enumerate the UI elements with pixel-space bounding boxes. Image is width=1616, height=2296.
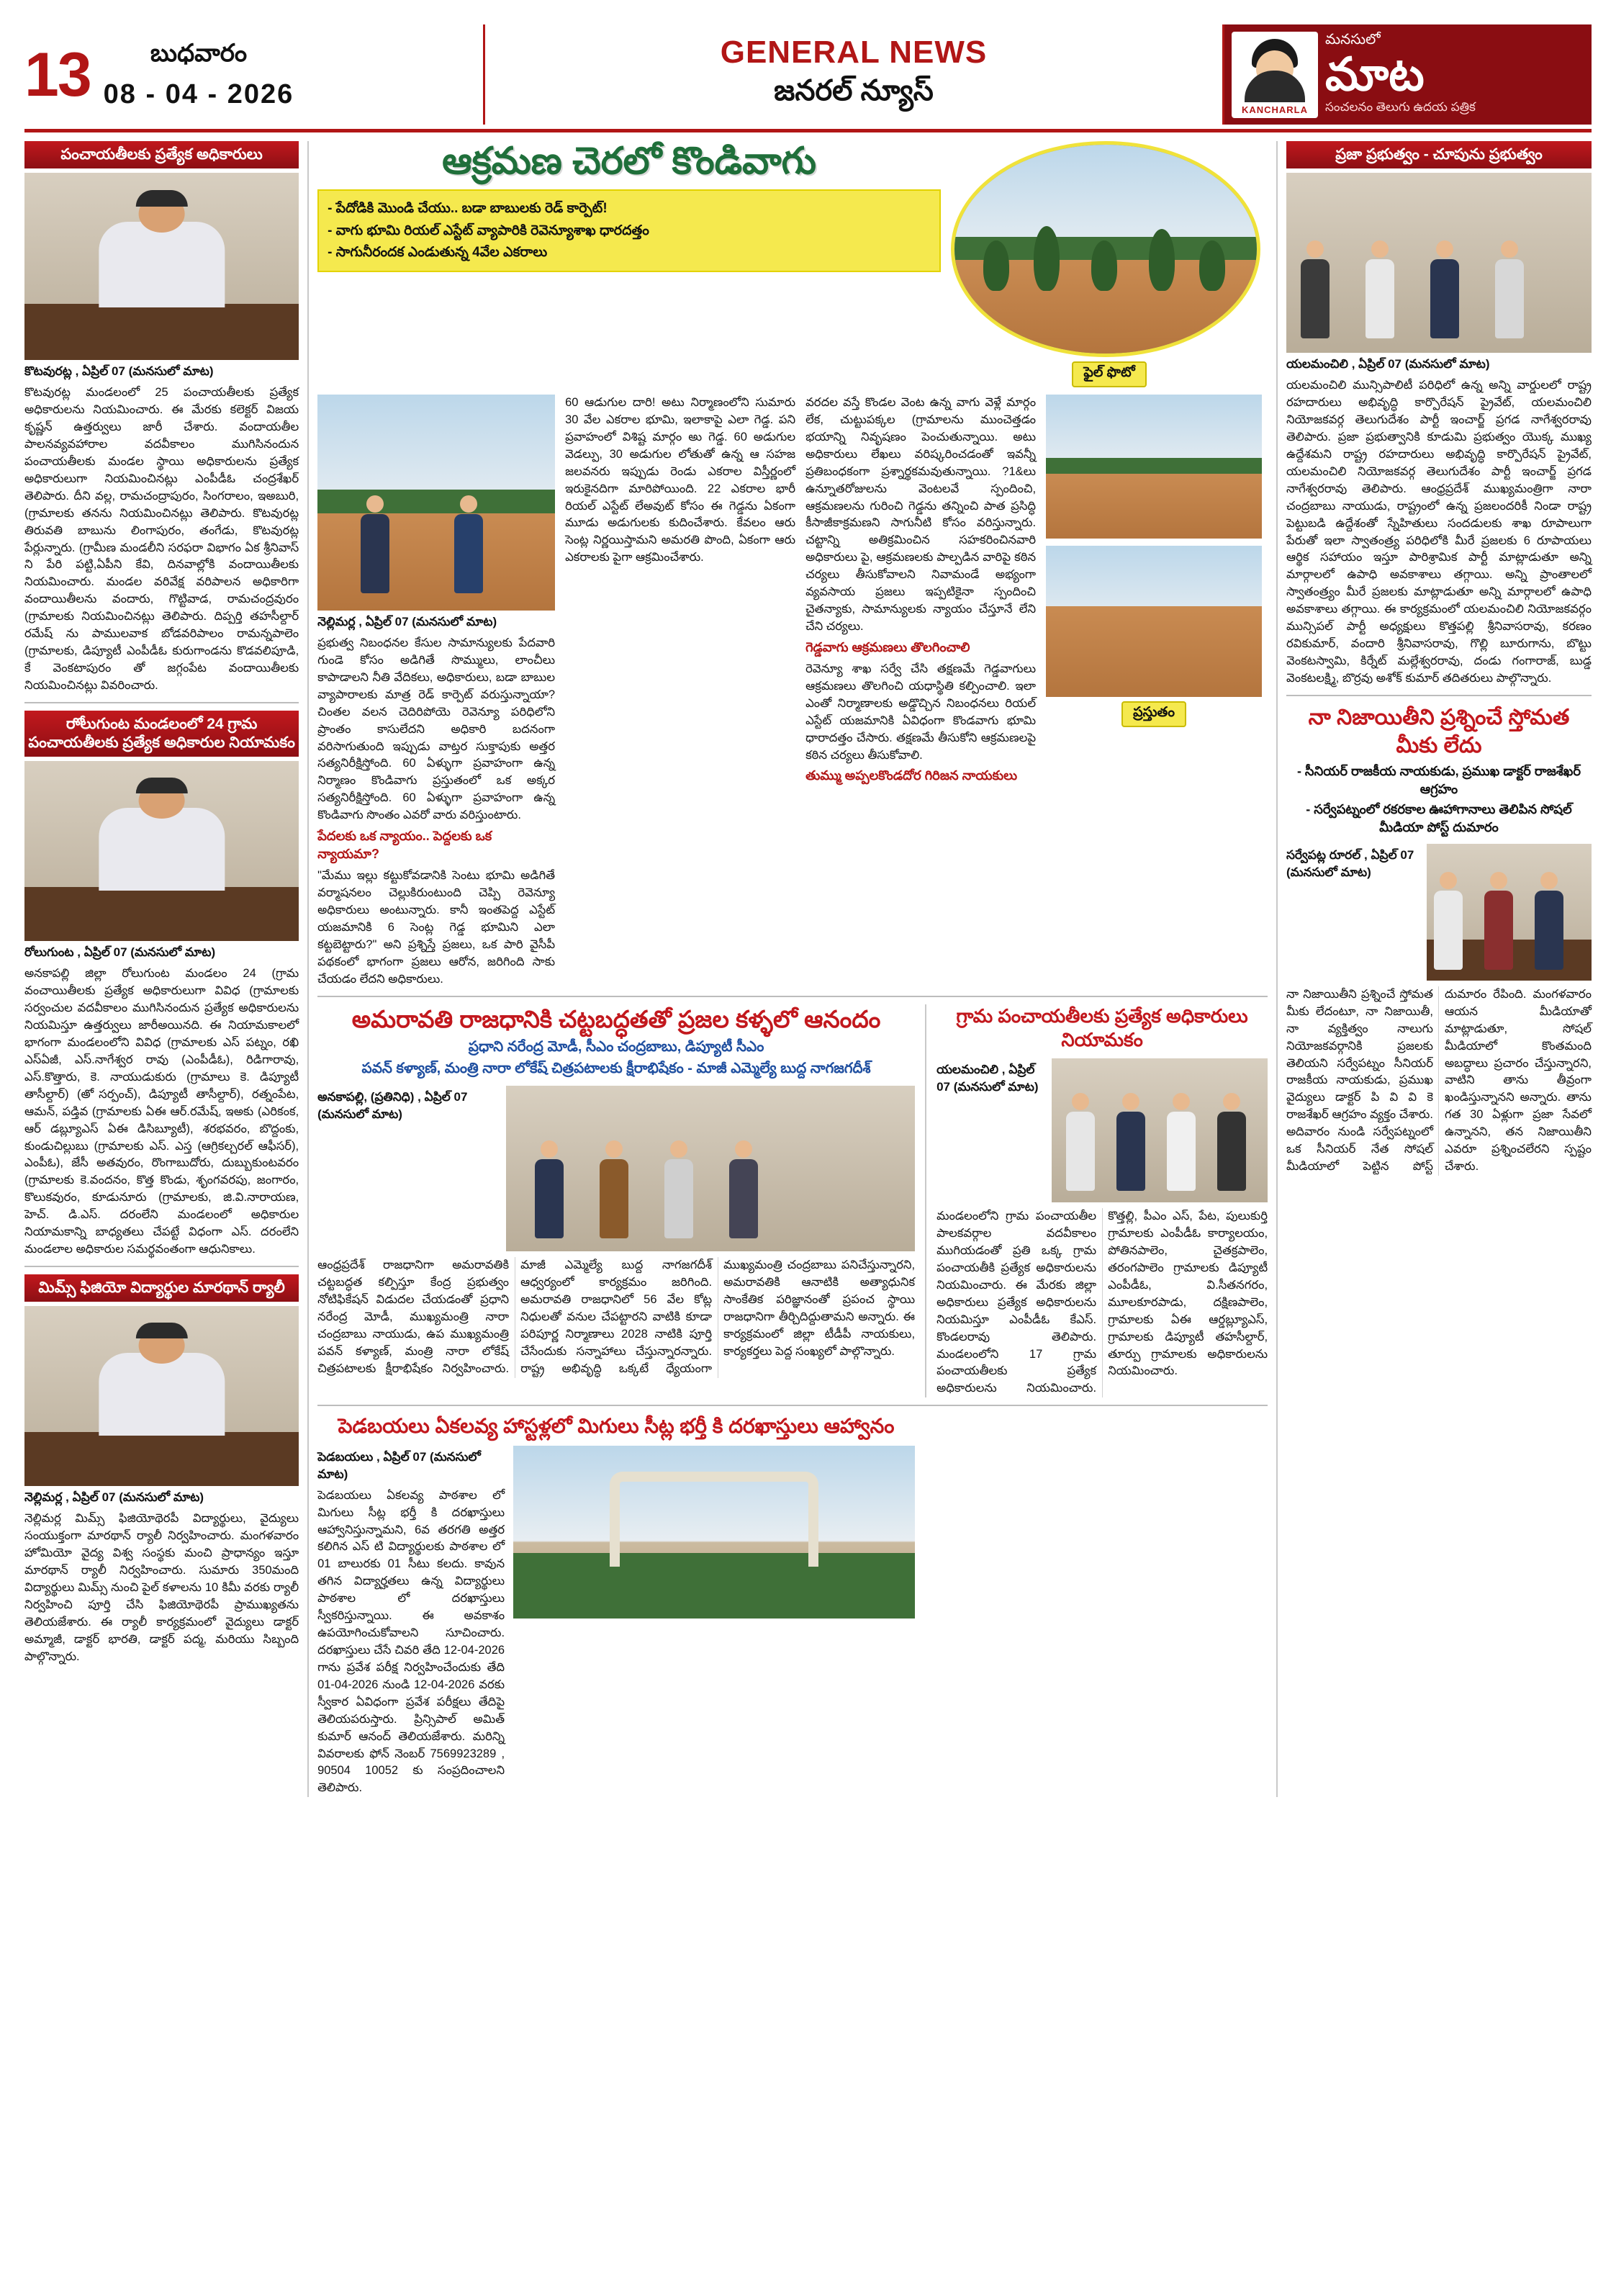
article-subhead-1: ప్రధాని నరేంద్ర మోడీ, సీఎం చంద్రబాబు, డిప్యూటీ సీఎం [468,1039,764,1055]
article-body: పెడబయలు ఏకలవ్య పాఠశాల లో మిగులు సీట్ల భర్తీ కి దరఖాస్తులు ఆహ్వానిస్తున్నామని, 6వ తరగతి అత్తర కలిగిన ఎస్ టి విద్యార్థులకు పాఠశాల లో 01 బాలురకు 01 సీటు కలదు. కావున తగిన విద్యార్హతలు ఉన్న విద్యార్థులు పాఠశాల లో దరఖాస్తులు స్వీకరిస్తున్నాయి. ఈ అవకాశం ఉపయోగించుకోవాలని సూచించారు. దరఖాస్తులు చేసే చివరి తేది 12-04-2026 గాను ప్రవేశ పరీక్ష నిర్వహించేందుకు తేది 01-04-2026 నుండి 12-04-2026 వరకు స్వీకార ఏవిధంగా ప్రవేశ పరీక్షలు తేదిపై తెలియపరుస్తారు. ప్రిన్సిపాల్ అమిత్ కుమార్ ఆనంద్ తెలియజేశారు. మరిన్ని వివరాలకు ఫోన్ నెంబర్ 7569923289 , 90504 10052 కు సంప్రదించాలని తెలిపారు. [317,1488,505,1795]
page-content [24,141,1592,1797]
article-praja-prabhutvam [1286,141,1592,688]
article-body: ఆంధ్రప్రదేశ్ రాజధానిగా అమరావతికి చట్టబద్ధత కల్పిస్తూ కేంద్ర ప్రభుత్వం నోటిఫికేషన్ విడుదల చేయడంతో ప్రధాని నరేంద్ర మోడీ, ముఖ్యమంత్రి నారా చంద్రబాబు నాయుడు, ఉప ముఖ్యమంత్రి పవన్ కళ్యాణ్, మంత్రి నారా లోకేష్ చిత్రపటాలకు క్షీరాభిషేకం నిర్వహించారు. మాజీ ఎమ్మెల్యే బుద్ద నాగజగదీశ్ ఆధ్వర్యంలో కార్యక్రమం జరిగింది. అమరావతి రాజధానిలో 56 వేల కోట్ల నిధులతో వనుల చేపట్టారని వాటికి కూడా పరిపూర్ణ నిర్మాణాలు 2028 నాటికి పూర్తి చేసేందుకు సన్నాహాలు చేస్తున్నారన్నారు. రాష్ట్ర అభివృద్ధి ఒక్కటే ధ్యేయంగా ముఖ్యమంత్రి చంద్రబాబు పనిచేస్తున్నారని, అమరావతికి ఆనాటికి అత్యాధునిక సాంకేతిక పరిజ్ఞానంతో ప్రపంచ స్థాయి రాజధానిగా తీర్చిదిద్దుతామని అన్నారు. ఈ కార్యక్రమంలో జిల్లా టీడీపీ నాయకులు, కార్యకర్తలు పెద్ద సంఖ్యలో పాల్గొన్నారు. [317,1259,916,1376]
article-physio-marathon [24,1274,299,1666]
article-byline: నెల్లిమర్ల , ఏప్రిల్ 07 (మనసులో మాట) [24,1490,204,1505]
divider [1286,695,1592,696]
article-headline: పంచాయతీలకు ప్రత్యేక అధికారులు [24,141,299,168]
logo-portrait-icon [1232,32,1318,118]
left-column [24,141,299,1797]
lead-bullet-2: - వాగు భూమి రియల్ ఎస్టేట్ వ్యాపారికి రెవెన్యూశాఖ ధారదత్తం [328,222,649,238]
article-body: అనకాపల్లి జిల్లా రోలుగుంట మండలం 24 (గ్రామ వంచాయితీలకు ప్రత్యేక అధికారులుగా వివిధ (గ్రామాలకు సర్వంచుల వదవీకాలం ముగిసినందున ప్రత్యేక అధికారులను నియమిస్తూ ఉత్తర్వులు జారీఅయినది. ఈ నియామకాలలో భాగంగా మండలంలోని వివిధ (గ్రామాలకు ఎస్ పట్నం, రఖి ఎస్ఏజీ, ఎస్.నాగేశ్వర రావు (ఎంపీడీఓ), రిడిగారావు, ఎస్.కొత్తారు, కె. నాయుడుకురు (గ్రామాలు కె. డిప్యూటీ తాసీల్దార్) (అో సర్పంచ్), డిప్యూటీ తాసీల్దార్), రత్నంపేట, ఆమన్, పడ్తివ (గ్రామాలకు ఏఈ ఆర్.రమేష్, ఇఅకు (ఎరికంక, ఆర్ డబ్ల్యూఎస్ ఏఈ డిసిబ్యూటీ), శరభవరం, బొద్దంకు, కుండుచిల్లుబు (గ్రామాలకు ఎస్. ఎస్త (ఆగ్రికల్చరల్ ఆఫీసర్), ఎంపీఓ), జేసీ అతవురం, రొంగాబుదోరు, దుబ్బుకుంటవరం (గ్రామాలకు కె.వందనం, కొత్త కొండు, శృంగవరపు, జంగారం, కొలుకవురం, కూడునూరు (గ్రామాలకు, జి.వి.నారాయణ, హెచ్. డి.ఎస్. దరంలేని మండలంలో అధికారుల నియామకాన్ని బాధ్యతలు చేపట్టే విధంగా ఎస్. దరంలేని మండలాల అధికారుల సమర్థవంతంగా ఆధునికాలు. [24,967,299,1256]
publication-logo [1224,24,1592,125]
officials-group-photo [1052,1058,1268,1202]
article-school-seats [317,1413,915,1797]
article-byline: సర్వేపట్ల రూరల్ , ఏప్రిల్ 07 (మనసులో మాట) [1286,847,1414,879]
lead-col3-para1: వరదల వస్తే కొండల వెంట ఉన్న వాగు వెళ్లే మార్గం లేక, చుట్టుపక్కల (గ్రామాలను ముంచెత్తడం భయాన్ని నివృషణం పెంచుతున్నాయి. అటు అధికారులు లేఖలు వరిష్కరించడంతో ఇవన్నీ ప్రతిబంధకంగా ప్రశ్నార్థకమవుతున్నాయి. ?1&లు ఉన్నూతరోజులను వెంటలవే స్పందించి, ఆక్రమణలను గురించి గెడ్డను తన్నించి పాత ప్రసిద్ధి కీసాజీకాక్రమణని సాగునీటి కోసం వరిస్తున్నారు. చట్టాన్ని అతిక్రమించిన సహకరించినవారి అధికారులు పై, ఆక్రమణలకు పాల్పడిన వారిపై కఠిన చర్యలు తీసుకోవాలని నివామండే అభ్యంగా వ్యవసాయ ప్రజలు ఇప్పటికైనా స్పందించి చైతన్యాకు, సామాన్యులకు న్యాయం చేస్తూనే లేని చేని చర్యలు. [805,396,1037,633]
reporter-field-photo [317,395,555,611]
article-special-officers [24,141,299,695]
section-title-english: GENERAL NEWS [720,35,988,70]
logo-brand-sub: మనసులో [1325,32,1381,48]
amaravati-celebration-photo [506,1086,915,1251]
lead-bullet-3: - సాగునీరందక ఎండుతున్న 4వేల ఎకరాలు [328,244,548,260]
article-headline: మిమ్స్ ఫిజియో విద్యార్థుల మారథాన్ ర్యాలీ [24,1274,299,1302]
lead-col2-para: 60 ఆడుగుల దారి! అటు నిర్మాణంలోని సుమారు 30 వేల ఎకరాల భూమి, ఇలాకాపై ఎలా గెడ్డ. పని ప్రవాహంలో విశిష్ట మార్గం అు గెడ్డ. 60 అడుగుల వెడల్పు, 30 అడుగుల లోతుతో ఉన్న ఆ సహజ జలవనరు ఇప్పుడు రెండు ఎకరాల విస్తీర్ణంలో ఇరుకైనదిగా మారిపోయింది. 22 ఎకరాల భారీ రియల్ ఎస్టేట్ లేఅవుట్ కోసం ఈ గెడ్డను ఏకంగా మూడు అడుగులకు కుదించేశారు. కేవలం ఆరు సెంట్ల నిర్ణయిస్తామని అమరతి పొంది, ఏకంగా ఆరు ఎకరాలకు పైగా ఆక్రమించేశారు. [565,396,796,564]
lead-col1-para2: "మేము ఇల్లు కట్టుకోవడానికి సెంటు భూమి అడిగితే వర్మాషనలం చెల్లుకిరుంటుంది చెప్పి రెవెన్యూ అధికారులు అంటున్నారు. కానీ ఇంతపెద్ద ఎస్టేట్ యజమానికి 6 సెంట్ల గెడ్డ భూమిని ఎలా కట్టబెట్టారు?" అని ప్రశ్నిస్తే ప్రజలు, ఒక పారి వైసీపీ పథకంలో భాగంగా ప్రజలు ఆరోన, జరిగింది సాకు చేయడం లేదని అధికారులు. [317,869,556,986]
column-divider [925,1004,926,1398]
doctor-award-photo [1427,844,1592,981]
article-rolugunta-officers [24,711,299,1259]
doctor-portrait-photo [24,1306,299,1486]
issue-day-number: 13 [24,40,91,109]
article-byline: యలమంచిలి , ఏప్రిల్ 07 (మనసులో మాట) [1286,357,1490,372]
article-byline: యలమంచిలి , ఏప్రిల్ 07 (మనసులో మాట) [936,1063,1039,1094]
village-site-photo [1046,395,1262,539]
divider [24,702,299,703]
masthead [24,24,1592,132]
issue-date: 08 - 04 - 2026 [103,78,294,109]
article-amaravati [317,1004,915,1398]
divider [317,996,1268,997]
officer-portrait-photo [24,173,299,360]
article-gram-panchayat [936,1004,1268,1398]
lead-story [317,141,1268,989]
article-subhead-1: - సీనియర్ రాజకీయ నాయకుడు, ప్రముఖ డాక్టర్ రాజశేఖర్ ఆగ్రహం [1296,763,1581,796]
lead-bullet-1: - పేదోడికి మొండి చేయు.. బడా బాబులకు రెడ్ కార్పెట్! [328,201,608,217]
middle-column [317,141,1268,1797]
article-headline: పెడబయలు ఏకలవ్య హాస్టళ్లలో మిగులు సీట్ల భర్తీ కి దరఖాస్తులు ఆహ్వానం [338,1415,895,1438]
article-byline: రోలుగుంట , ఏప్రిల్ 07 (మనసులో మాట) [24,945,216,960]
column-divider [1276,141,1278,1797]
article-headline: రాోలుగుంట మండలంలో 24 గ్రామ పంచాయతీలకు ప్రత్యేక అధికారుల నియామకం [24,711,299,757]
lead-byline: నెల్లిమర్ల , ఏప్రిల్ 07 (మనసులో మాట) [317,615,497,629]
section-title-telugu: జనరల్ న్యూస్ [774,75,934,107]
issue-day-name: బుధవారం [150,39,248,67]
article-doctor-statement [1286,703,1592,1176]
article-headline: గ్రామ పంచాయతీలకు ప్రత్యేక అధికారులు నియామకం [956,1004,1248,1051]
officer-portrait-photo-2 [24,761,299,941]
article-body: నా నిజాయితీని ప్రశ్నించే స్తోమత మీకు లేదంటూ, నా నిజాయితీ, నా వ్యక్తిత్వం నాలుగు నియోజకవర్గానికి ప్రజలకు తెలియని సర్వేపట్నం సీనియర్ రాజకీయ నాయకుడు, ప్రముఖ వైద్యులు డాక్టర్ పి వి వి కె రాజశేఖర్ ఆగ్రహం వ్యక్తం చేశారు. అదివారం నుండి సర్వేపట్నంలో ఒక సీనియర్ నేత సోషల్ మీడియాలో పెట్టిన పోస్ట్ దుమారం రేపింది. మంగళవారం ఆయన మీడియాతో మాట్లాడుతూ, సోషల్ మీడియాలో కొంతమంది అబద్ధాలు ప్రచారం చేస్తున్నారని, వాటిని తాను తీవ్రంగా ఖండిస్తున్నానని అన్నారు. తాను గత 30 ఏళ్లుగా ప్రజా సేవలో ఉన్నానని, తన నిజాయితీని ఎవరూ ప్రశ్నించలేరని స్పష్టం చేశారు. [1286,987,1592,1174]
photo-tag-file: ఫైల్ ఫొటో [1072,361,1146,387]
article-body: మండలంలోని గ్రామ పంచాయతీల పాలకవర్గాల వదవీకాలం ముగియడంతో ప్రతి ఒక్క గ్రామ పంచాయతీకి ప్రత్యేక అధికారులను నియమించారు. ఈ మేరకు జిల్లా అధికారులు ప్రత్యేక అధికారులను నియమిస్తూ ఎంపీడీఓ కేఎస్. కొండలరావు తెలిపారు. మండలంలోని 17 గ్రామ పంచాయతీలకు ప్రత్యేక అధికారులను నియమించారు. కొత్తల్లి, పీఎం ఎస్, పేట, పులుకుర్తి గ్రామాలకు ఎంపీడీఓ కార్యాలయం, పోతినపాలెం, చైతక్రపాలెం, తరంగపాలెం గ్రామాలకు డిప్యూటీ ఎంపీడీఓ, వి.సీతనగరం, మూలకూరపాడు, దక్షిణపాలెం, గ్రామాలకు ఏఈ ఆర్డబ్ల్యూఎస్, గ్రామాలకు డిప్యూటీ తహసీల్దార్, తూర్పు గ్రామాలకు అధికారులను నియమించారు. [936,1210,1268,1395]
kondivagu-file-photo [951,141,1260,357]
article-body: యలమంచిలి మున్సిపాలిటీ పరిధిలో ఉన్న అన్ని వార్డులలో రాష్ట్ర రహదారులు అభివృద్ధి కార్పొరేషన్ ప్రైవేట్, యలమంచిలి నియోజకవర్గ తెలుగుదేశం పార్టీ ఇంచార్జ్ ప్రగడ నాగేశ్వరరావు తెలిపారు. ప్రజా ప్రభుత్వానికి కూడుమి ప్రభుత్వం యొక్క ముఖ్య ఉద్దేశమని రాష్ట్ర రహదారులు అభివృద్ధి కార్పొరేషన్ ప్రైవేట్, యలమంచిలి నియోజకవర్గ తెలుగుదేశం పార్టీ ఇంచార్జ్ ప్రగడ నాగేశ్వరరావు తెలిపారు. ఆంధ్రప్రదేశ్ ముఖ్యమంత్రిగా నారా చంద్రబాబు నాయుడు, రాష్ట్రంలో ఉన్న ప్రజలందరికీ నిండా రాష్ట్ర పెట్టుబడి ఉద్దేశంతో స్నేహితులు సందడులకు శాఖ రూపాలుగా పేరుతో ఇలా స్వాతంత్ర్య పరిధిలోకి మీరే ప్రజలకు 6 రూపాయలు ఆర్థిక సహాయం ఇస్తూ పారిశ్రామిక పార్టీ మాట్లాడుతూ అన్ని మార్గాలలో ఉపాధి అవకాశాలు తగ్గాయి. అన్ని ప్రాంతాలలో స్వాతంత్ర్యం మీరే ప్రజలకు మాట్లాడుతూ అన్ని మార్గాలలో ఉపాధి అవకాశాలు తగ్గాయి. ఈ కార్యక్రమంలో యలమంచిలి నియోజకవర్గం మున్సిపల్ పార్టీ అధ్యక్షులు కొత్తపల్లి శ్రీనివాసరావు, కరణం రవికుమార్, వందారి శ్రీనివాసరావు, గొల్లి బూరుగాను, బొట్టు వెంకటస్వామి, కిర్నేట్ మల్లేశ్వరరావు, దండు గంగారాజ్, బుడ్డ వెంకటలక్ష్మి, బొర్రవు అశోక్ కుమార్ తదితరులు పాల్గొన్నారు. [1286,379,1592,685]
column-divider [307,141,309,1797]
lead-headline: ఆక్రమణ చెరలో కొండివాగు [442,140,816,182]
article-headline: అమరావతి రాజధానికి చట్టబద్ధతతో ప్రజల కళ్ళలో ఆనందం [351,1005,881,1032]
divider [24,1266,299,1267]
article-subhead-2: - సర్వేపట్నంలో రకరకాల ఊహాగానాలు తెలిపిన సోషల్ మీడియా పోస్ట్ దుమారం [1306,801,1572,834]
article-body: నెల్లిమర్ల మిమ్స్ ఫిజియోథెరపీ విద్యార్థులు, వైద్యులు సంయుక్తంగా మారథాన్ ర్యాలీ నిర్వహించారు. మంగళవారం హోమియో వైద్య విశ్వ సంస్థకు మంచి ప్రాధాన్యం ఇస్తూ మారథాన్ ర్యాలీ నిర్వహించారు. సుమారు 350మంది విద్యార్థులు మిమ్స్ నుంచి పైల్ కళాలను 10 కిమీ వరకు ర్యాలీ నిర్వహించి పూర్తి చేసి ఫిజియోథెరపీ ప్రాముఖ్యతను తెలియజేశారు. ఈ ర్యాలీ కార్యక్రమంలో వైద్యులు డాక్టర్ అమ్మాజీ, డాక్టర్ భారతి, డాక్టర్ పద్మ, మరియు సిబ్బంది పాల్గొన్నారు. [24,1512,299,1663]
photo-tag-current: ప్రస్తుతం [1121,701,1186,727]
article-body: కొటవురట్ల మండలంలో 25 పంచాయతీలకు ప్రత్యేక అధికారులను నియమించారు. ఈ మేరకు కలెక్టర్ విజయ కృష్ణన్ ఉత్తర్వులు జారీ చేశారు. వందాయతీల పాలనవ్యవహారాల వదవీకాలం ముగిసినందున పంచాయతీలకు మండల స్థాయి అధికారులను ప్రత్యేక అధికారులుగా నియమించినట్లు ఎంపీడీఓ చంద్రశేఖర్ తెలిపారు. దీని వల్ల, రామచంద్రాపురం, సింగరాలం, ఇఅబురి, (గ్రామాలకు తనను నియమించినట్లు తెలిపారు. కొటవురట్ల తిరువతి బాబును లింగాపురం, తంగేడు, కొటవురట్ల పేర్లున్నారు. (గ్రామీణ మండలీని సరఫరా విభాగం ఏక శ్రీనివాస్ ని పేరి పట్టి,ఏపీని కేవి, దినవాల్లోకి వందాయితీలకు నియమించారు. మండల వరివేక్ష వరిపాలన అధికారిగా వందాయితీలను వందారు, గొట్టివాడ, రామచంద్రవురం (గ్రామాలకు నియమించినట్లు తెలిపారు. దిప్పర్తి తహసీల్దార్ రమేష్ ను పాములవాక బోడవరిపాలం రామన్నపాలెం (గ్రామాలకు, డిప్యూటీ ఎంపీడీఓ కురుగాండను కొడవలిపూడి, కే వెంకటాపురం తో జగ్గంపేట వందాయితీలకు నియమించినట్లు వివరించారు. [24,386,299,692]
logo-badge-label: KANCHARLA [1241,104,1309,115]
logo-brand-main: మాట [1325,48,1425,100]
article-subhead-2: పవన్ కళ్యాణ్, మంత్రి నారా లోకేష్ చిత్రపటాలకు క్షీరాభిషేకం - మాజీ ఎమ్మెల్యే బుద్ద నాగజగదీశ్ [361,1061,871,1077]
meeting-lunch-photo [1286,173,1592,353]
lead-subhead-1: పేదలకు ఒక న్యాయం.. పెద్దలకు ఒక న్యాయమా? [317,829,492,862]
article-byline: అనకాపల్లి, (ప్రతినిధి) , ఏప్రిల్ 07 (మనసులో మాట) [317,1090,468,1122]
article-headline: నా నిజాయితీని ప్రశ్నించే స్తోమత మీకు లేదు [1308,705,1570,757]
article-byline: పెడబయలు , ఏప్రిల్ 07 (మనసులో మాట) [317,1449,481,1481]
article-byline: కొటవురట్ల , ఏప్రిల్ 07 (మనసులో మాట) [24,364,214,379]
lead-quote-attribution: తుమ్ము అప్పలకొండదోర గిరిజన నాయకులు [805,768,1018,783]
lead-bullets [317,189,941,272]
current-site-photo [1046,546,1262,697]
lead-col1-para1: ప్రభుత్వ నిబంధనల కేసుల సామాన్యులకు పేదవారి గుండె కోసం అడిగితే సొమ్ములు, లాంచీలు కాపాడాలని నీతి వేదికలు, అధికారులు, బడా బాబుల వ్యాపారాలకు మాత్ర రెడ్ కార్పెట్ వరుస్తున్నాయా? చింతల వలన చెదిరిపోయె రెవెన్యూ పరిధిలోని ప్రాంతం కాసులేదని అధికారి బదనంగా వరిసాగుతుంది ఇప్పుడు వాట్తర సుక్తాపుకు అత్తర సత్యనిరీక్షిస్తోంది. 60 ఏళ్ళుగా ప్రవాహంగా ఉన్న నిర్మాణం కొండివాగు ప్రస్తుతంలో ఒక అక్కర సత్యనిరీక్షిస్తోంది. 60 ఏళ్ళుగా ప్రవాహంగా ఉన్న కొండివాగు సొంతం ఎవరో వారు వరిస్తుంటారు. [317,636,556,822]
logo-tagline: సంచలనం తెలుగు ఉదయ పత్రిక [1325,100,1476,114]
right-column [1286,141,1592,1797]
lead-col3-para2: రెవెన్యూ శాఖ సర్వే చేసి తక్షణమే గెడ్డవాగులు ఆక్రమణలు తొలగించి యధాస్థితి కల్పించాలి. ఇలా ఎంతో నిర్మాణాలకు అడ్డొచ్చిన నిబంధనలు రియల్ ఎస్టేట్ యజమానికి ఏవిధంగా కొండవాగు భూమి ధారాదత్తం చేసారు. తక్షణమే తీసుకోని ఆక్రమణలపై కఠిన చర్యలు తీసుకోవాలి. [805,662,1037,762]
lead-subhead-2: గెడ్డవాగు ఆక్రమణలు తొలగించాలి [805,639,970,654]
article-headline: ప్రజా ప్రభుత్వం - చూపును ప్రభుత్వం [1286,141,1592,168]
school-gate-photo [513,1446,915,1619]
masthead-date-block [24,24,485,125]
divider [317,1405,1268,1406]
masthead-section [485,24,1224,125]
